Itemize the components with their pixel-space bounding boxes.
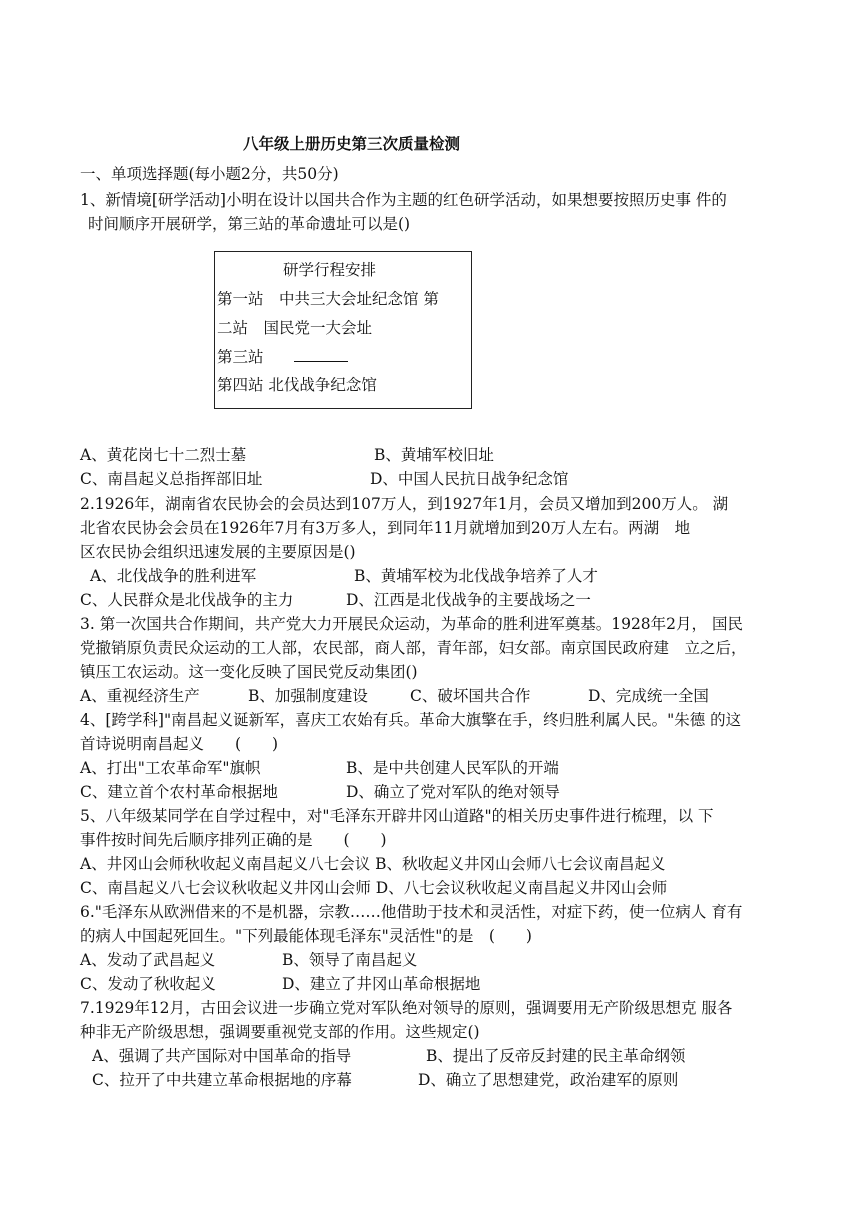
option-a: A、重视经济生产 (80, 687, 200, 705)
question-text: 2.1926年，湖南省农民协会的会员达到107万人，到1927年1月，会员又增加到200万人。 湖 (80, 495, 729, 513)
option-d: D、建立了井冈山革命根据地 (282, 975, 481, 993)
question-text: 首诗说明南昌起义 ( ) (80, 735, 279, 753)
question-text: 的病人中国起死回生。"下列最能体现毛泽东"灵活性"的是 ( ) (80, 927, 532, 945)
option-b: B、黄埔军校为北伐战争培养了人才 (354, 567, 598, 585)
option-a: A、北伐战争的胜利进军 (90, 567, 257, 585)
option-b: B、提出了反帝反封建的民主革命纲领 (426, 1047, 686, 1065)
option-c: C、发动了秋收起义 (80, 975, 216, 993)
question-text: 事件按时间先后顺序排列正确的是 ( ) (80, 831, 387, 849)
option-a-b: A、井冈山会师秋收起义南昌起义八七会议 B、秋收起义井冈山会师八七会议南昌起义 (80, 855, 666, 873)
itinerary-line (217, 347, 348, 367)
option-b: B、黄埔军校旧址 (374, 446, 494, 464)
option-a: A、强调了共产国际对中国革命的指导 (92, 1047, 352, 1065)
option-d: D、完成统一全国 (588, 687, 709, 705)
option-c: C、南昌起义总指挥部旧址 (80, 470, 263, 488)
option-b: B、加强制度建设 (248, 687, 368, 705)
question-text: 5、八年级某同学在自学过程中，对"毛泽东开辟井冈山道路"的相关历史事件进行梳理，以 下 (80, 807, 714, 825)
question-text: 区农民协会组织迅速发展的主要原因是() (80, 543, 356, 561)
option-c: C、人民群众是北伐战争的主力 (80, 591, 294, 609)
itinerary-line: 第四站 北伐战争纪念馆 (217, 376, 377, 394)
option-d: D、确立了党对军队的绝对领导 (346, 783, 560, 801)
option-a: A、发动了武昌起义 (80, 951, 216, 969)
option-a: A、打出"工农革命军"旗帜 (80, 759, 261, 777)
page-title: 八年级上册历史第三次质量检测 (243, 135, 461, 153)
question-text: 镇压工农运动。这一变化反映了国民党反动集团() (80, 663, 418, 681)
question-text: 北省农民协会会员在1926年7月有3万多人，到同年11月就增加到20万人左右。两湖 地 (80, 519, 691, 537)
option-b: B、领导了南昌起义 (282, 951, 418, 969)
section-heading: 一、单项选择题(每小题2分，共50分) (80, 165, 339, 183)
option-d: D、中国人民抗日战争纪念馆 (370, 470, 569, 488)
itinerary-stop-3: 第三站 (217, 348, 264, 366)
option-c: C、拉开了中共建立革命根据地的序幕 (92, 1071, 352, 1089)
option-c-d: C、南昌起义八七会议秋收起义井冈山会师 D、八七会议秋收起义南昌起义井冈山会师 (80, 879, 668, 897)
question-text: 4、[跨学科]"南昌起义诞新军，喜庆工农始有兵。革命大旗擎在手，终归胜利属人民。"朱德 的这 (80, 711, 742, 729)
itinerary-title: 研学行程安排 (283, 261, 377, 279)
option-c: C、建立首个农村革命根据地 (80, 783, 278, 801)
option-b: B、是中共创建人民军队的开端 (346, 759, 559, 777)
question-text: 1、新情境[研学活动]小明在设计以国共合作为主题的红色研学活动，如果想要按照历史事 件的 (80, 191, 727, 209)
option-d: D、确立了思想建党，政治建军的原则 (418, 1071, 679, 1089)
itinerary-box (214, 251, 472, 409)
option-d: D、江西是北伐战争的主要战场之一 (346, 591, 591, 609)
question-text: 3. 第一次国共合作期间，共产党大力开展民众运动，为革命的胜利进军奠基。1928年2月， 国民 (80, 615, 743, 633)
question-text: 时间顺序开展研学，第三站的革命遗址可以是() (88, 215, 411, 233)
question-text: 种非无产阶级思想，强调要重视党支部的作用。这些规定() (80, 1023, 480, 1041)
option-a: A、黄花岗七十二烈士墓 (80, 446, 247, 464)
option-c: C、破坏国共合作 (410, 687, 531, 705)
itinerary-line: 第一站 中共三大会址纪念馆 第 (217, 290, 439, 308)
question-text: 6."毛泽东从欧洲借来的不是机器，宗教……他借助于技术和灵活性，对症下药，使一位病人 育有 (80, 903, 743, 921)
answer-blank (294, 347, 348, 362)
question-text: 党撤销原负责民众运动的工人部，农民部，商人部，青年部，妇女部。南京国民政府建 立之后， (80, 639, 747, 657)
itinerary-line: 二站 国民党一大会址 (217, 319, 373, 337)
question-text: 7.1929年12月，古田会议进一步确立党对军队绝对领导的原则，强调要用无产阶级思想克 服各 (80, 999, 733, 1017)
